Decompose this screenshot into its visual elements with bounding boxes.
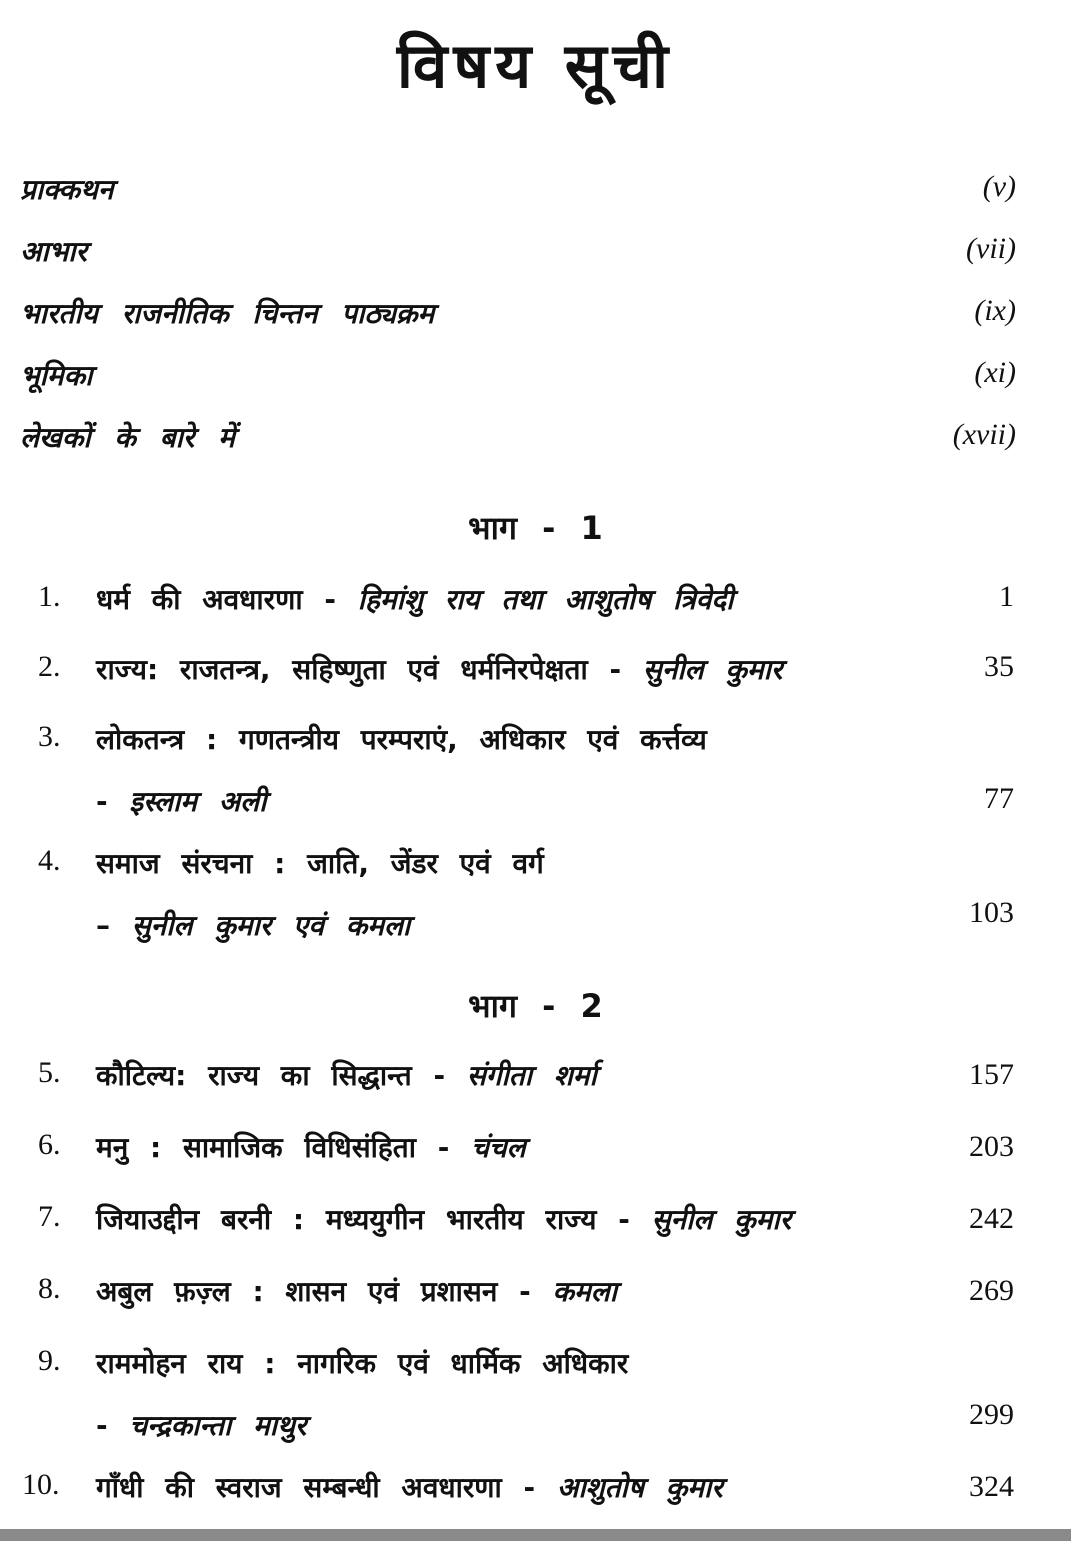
- page-number: (v): [982, 170, 1016, 203]
- separator: -: [302, 583, 358, 616]
- chapter-author: कमला: [552, 1275, 618, 1308]
- front-matter-item: [20, 418, 1020, 468]
- separator: -: [96, 785, 130, 818]
- page-number: (xi): [974, 356, 1016, 389]
- page-number: (ix): [974, 294, 1016, 327]
- page-number: (vii): [966, 232, 1016, 265]
- front-matter-label: भारतीय राजनीतिक चिन्तन पाठ्यक्रम: [20, 297, 435, 330]
- chapter-author: आशुतोष कुमार: [556, 1471, 723, 1504]
- page-number: 35: [984, 650, 1014, 683]
- separator: -: [596, 1203, 652, 1236]
- part-heading: भाग - 2: [468, 987, 603, 1025]
- chapter-title: अबुल फ़ज़्ल : शासन एवं प्रशासन: [96, 1275, 498, 1308]
- front-matter-label: प्राक्कथन: [20, 173, 114, 206]
- page-number: 77: [984, 782, 1014, 815]
- chapter-title: गाँधी की स्वराज सम्बन्धी अवधारणा: [96, 1471, 502, 1504]
- chapter-number: 3.: [38, 720, 61, 753]
- chapter-author: सुनील कुमार एवं कमला: [131, 909, 411, 942]
- separator: -: [497, 1275, 553, 1308]
- separator: -: [411, 1059, 467, 1092]
- chapter-title: राममोहन राय : नागरिक एवं धार्मिक अधिकार: [96, 1347, 629, 1380]
- page-number: 1: [999, 580, 1014, 613]
- chapter-title: लोकतन्त्र : गणतन्त्रीय परम्पराएं, अधिकार एवं कर्त्तव्य: [96, 723, 707, 756]
- front-matter-item: [20, 356, 1020, 406]
- page-title: विषय सूची: [396, 29, 675, 102]
- page-number: 103: [969, 896, 1014, 929]
- page-number: (xvii): [952, 418, 1016, 451]
- chapter-number: 9.: [38, 1344, 61, 1377]
- front-matter-label: लेखकों के बारे में: [20, 421, 235, 454]
- chapter-author: चंचल: [471, 1131, 526, 1164]
- chapter-title: राज्य: राजतन्त्र, सहिष्णुता एवं धर्मनिरपेक्षता: [96, 653, 588, 686]
- chapter-number: 5.: [38, 1056, 61, 1089]
- chapter-number: 1.: [38, 580, 61, 613]
- chapter-author: संगीता शर्मा: [466, 1059, 597, 1092]
- chapter-author: सुनील कुमार: [642, 653, 783, 686]
- front-matter-label: आभार: [20, 235, 88, 268]
- separator: -: [501, 1471, 557, 1504]
- page-number: 269: [969, 1274, 1014, 1307]
- separator: –: [96, 909, 132, 942]
- chapter-author: इस्लाम अली: [129, 785, 267, 818]
- chapter-title: जियाउद्दीन बरनी : मध्ययुगीन भारतीय राज्य: [96, 1203, 597, 1236]
- page-number: 242: [969, 1202, 1014, 1235]
- chapter-title: मनु : सामाजिक विधिसंहिता: [96, 1131, 416, 1164]
- separator: -: [587, 653, 643, 686]
- chapter-number: 10.: [22, 1468, 60, 1501]
- chapter-number: 7.: [38, 1200, 61, 1233]
- front-matter-item: [20, 232, 1020, 282]
- front-matter-item: [20, 170, 1020, 220]
- page-number: 157: [969, 1058, 1014, 1091]
- page-number: 324: [969, 1470, 1014, 1503]
- bottom-border: [0, 1529, 1071, 1541]
- chapter-title: समाज संरचना : जाति, जेंडर एवं वर्ग: [96, 847, 544, 880]
- separator: -: [96, 1409, 130, 1442]
- chapter-number: 4.: [38, 844, 61, 877]
- page-number: 299: [969, 1398, 1014, 1431]
- separator: -: [416, 1131, 472, 1164]
- front-matter-item: [20, 294, 1020, 344]
- front-matter-label: भूमिका: [20, 359, 93, 392]
- chapter-author: चन्द्रकान्ता माथुर: [129, 1409, 307, 1442]
- page-number: 203: [969, 1130, 1014, 1163]
- chapter-number: 2.: [38, 650, 61, 683]
- chapter-title: धर्म की अवधारणा: [96, 583, 303, 616]
- part-heading: भाग - 1: [468, 509, 603, 547]
- chapter-author: सुनील कुमार: [651, 1203, 792, 1236]
- chapter-author: हिमांशु राय तथा आशुतोष त्रिवेदी: [357, 583, 734, 616]
- chapter-number: 8.: [38, 1272, 61, 1305]
- chapter-number: 6.: [38, 1128, 61, 1161]
- chapter-title: कौटिल्य: राज्य का सिद्धान्त: [96, 1059, 412, 1092]
